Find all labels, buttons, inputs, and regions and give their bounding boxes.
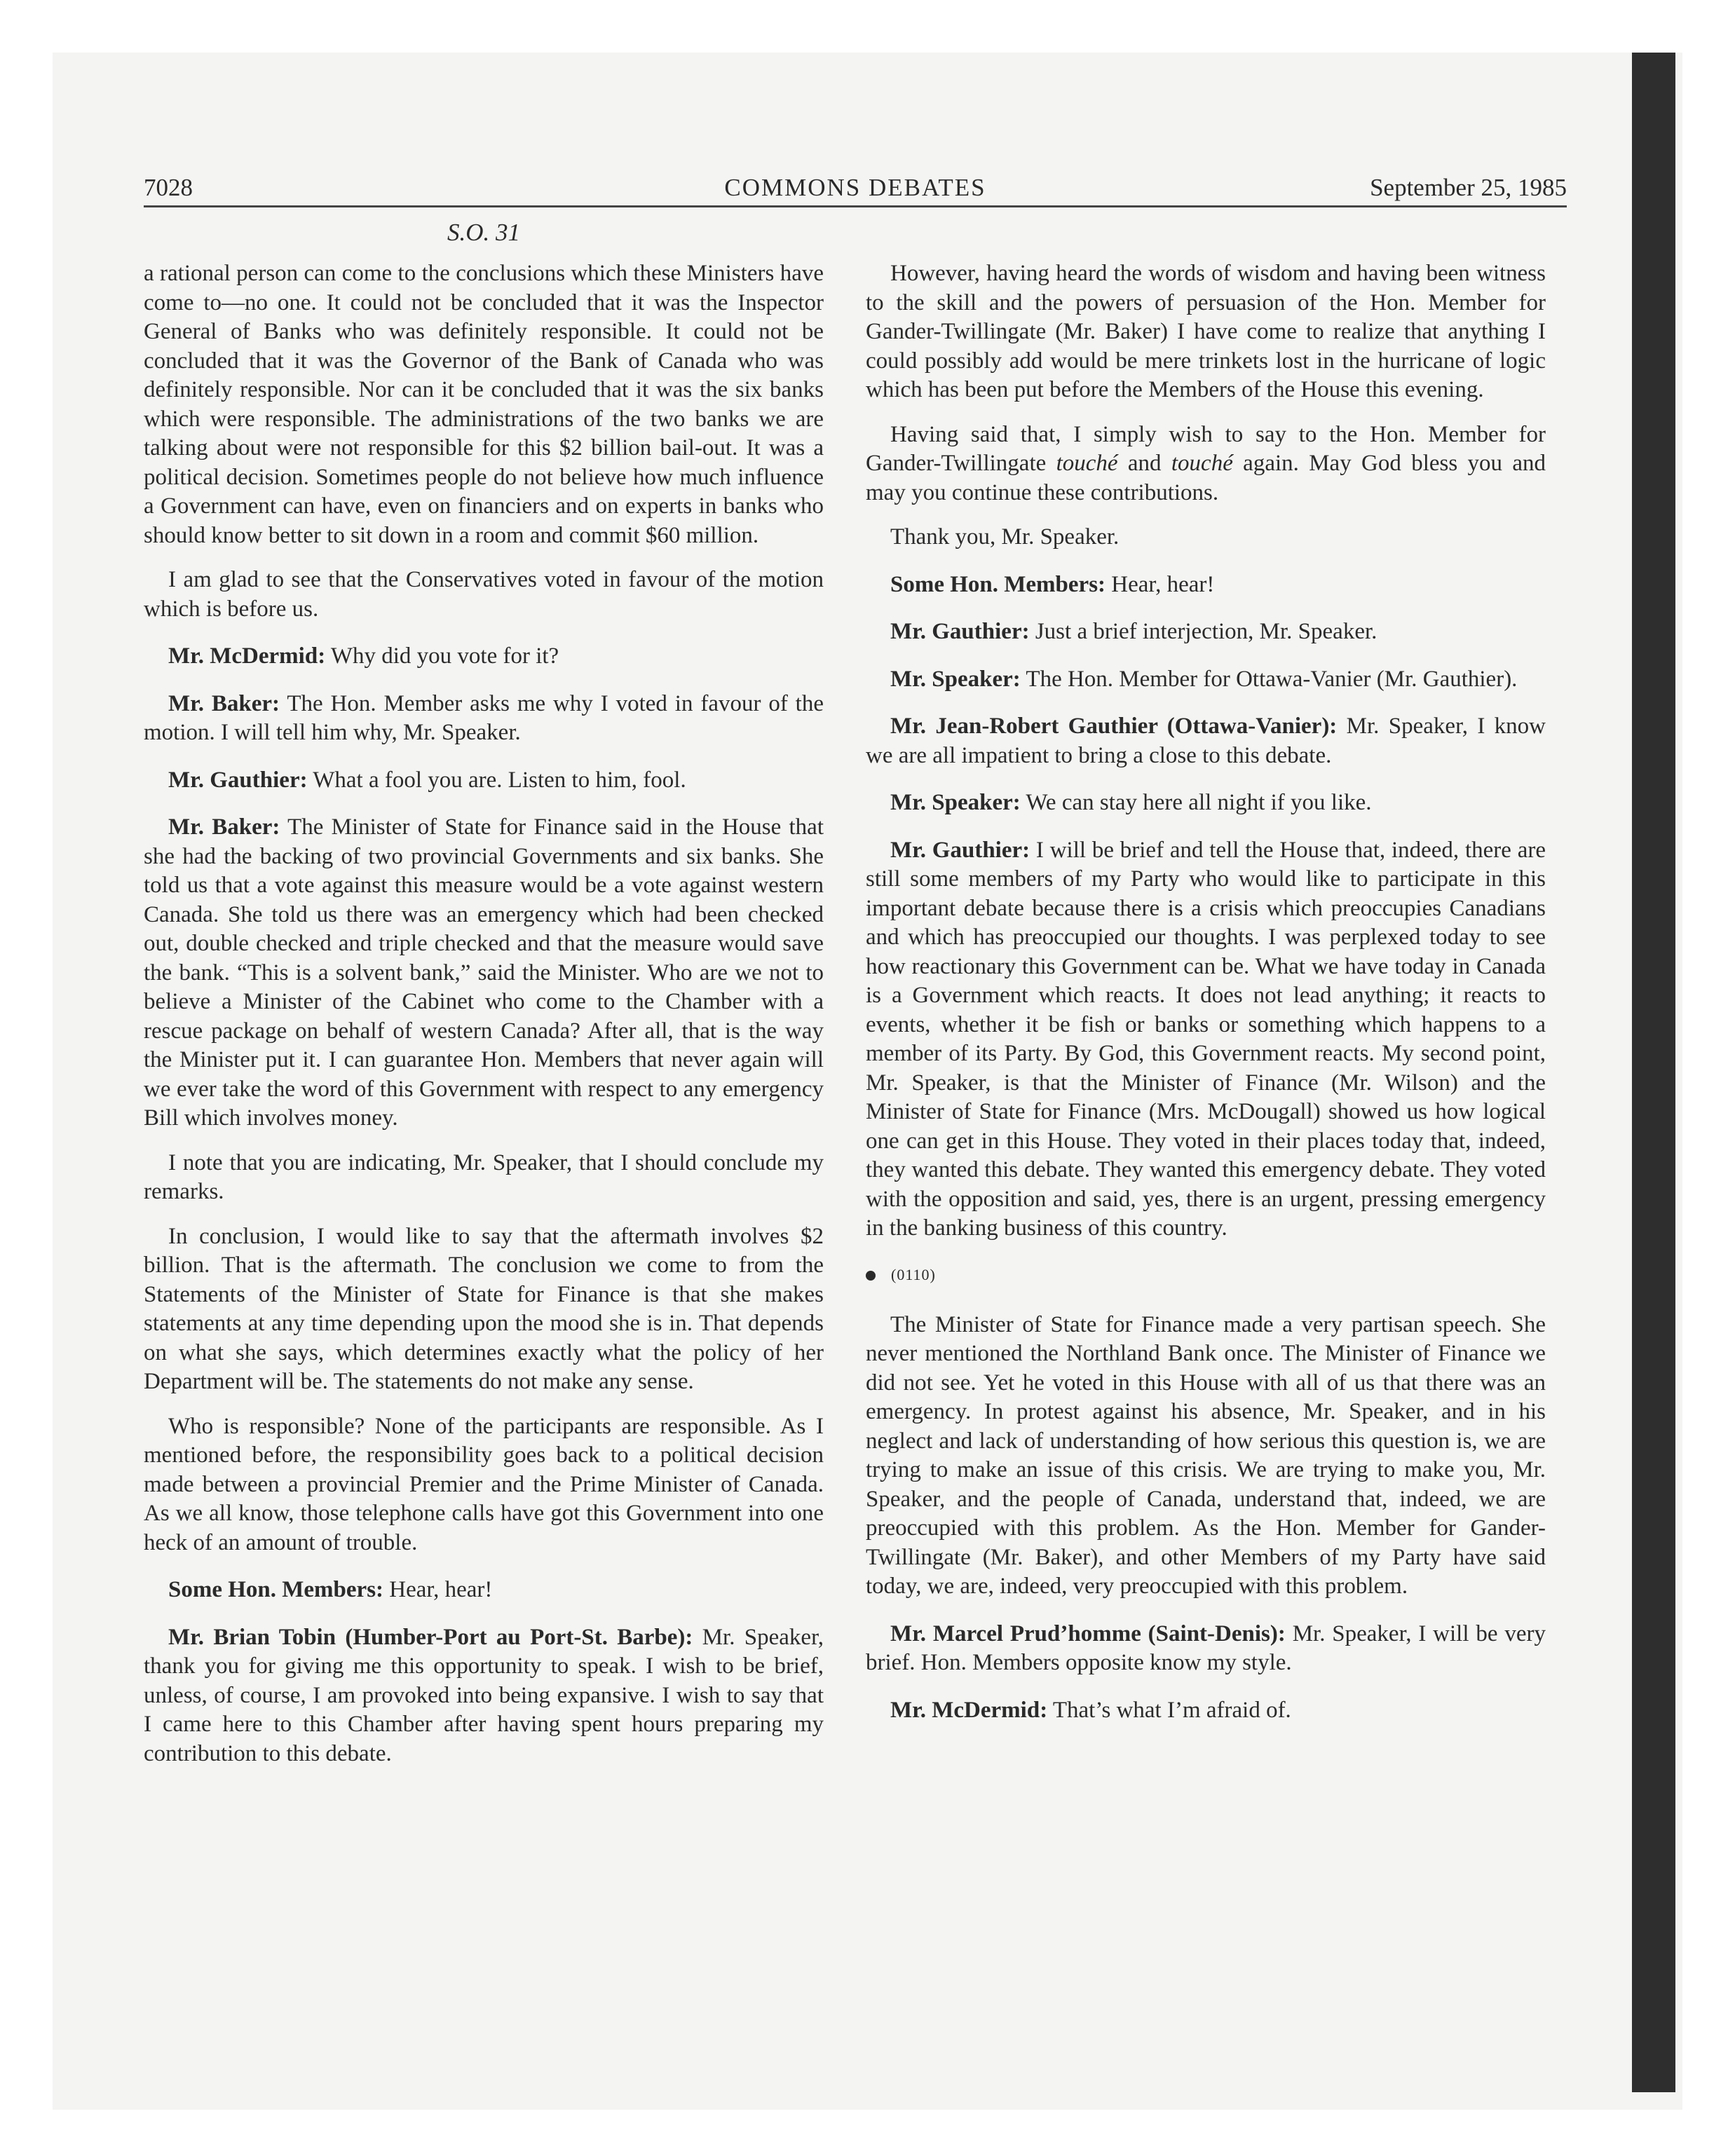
paragraph: I note that you are indicating, Mr. Speaker, that I should conclude my remarks. [144,1149,824,1204]
speaker-name: Mr. McDermid: [890,1697,1048,1723]
speaker-name: Mr. Baker: [168,690,280,716]
speaker-name: Mr. Gauthier: [168,767,308,793]
speaker-name: Mr. Baker: [168,814,280,840]
left-column [144,259,824,1784]
speaker-name: Mr. Gauthier: [890,837,1030,863]
paragraph: In conclusion, I would like to say that the aftermath involves $2 billion. That is the aftermath. The conclusion we come to from the Statements of the Minister of State for Finance is that she makes statements at any time depending upon the mood she is in. That depends on what she says, which determines exactly what the policy of her Department will be. The statements do not make any sense. [144,1223,824,1394]
speaker-name: Mr. McDermid: [168,643,326,669]
bullet-icon [866,1271,876,1281]
speaker-name: Mr. Speaker: [890,790,1021,815]
speech-paragraph: Mr. Baker: The Minister of State for Finance said in the House that she had the backing of two provincial Governments and six banks. She told us that a vote against this measure would be a vote against western Canada. She told us there was an emergency which had been checked out, double checked and triple checked and that the measure would save the bank. “This is a solvent bank,” said the Minister. Who are we not to believe a Minister of the Cabinet who come to the Chamber with a rescue package on behalf of western Canada? After all, that is the way the Minister put it. I can guarantee Hon. Members that never again will we ever take the word of this Government with respect to any emergency Bill which involves money. [144,814,824,1131]
speaker-name: Mr. Gauthier: [890,619,1030,644]
paragraph: a rational person can come to the conclusions which these Ministers have come to—no one. It could not be concluded that it was the Inspector General of Banks who was definitely responsible. It could not be concluded that it was the Governor of the Bank of Canada who was definitely responsible. Nor can it be concluded that it was the six banks which were responsible. The administrations of the two banks we are talking about were not responsible for this $2 billion bail-out. It was a political decision. Sometimes people do not believe how much influence a Government can have, even on financiers and on experts in banks who should know better to sit down in a room and commit $60 million. [144,261,824,548]
running-head [144,170,1567,207]
speech-paragraph: Mr. Baker: The Hon. Member asks me why I voted in favour of the motion. I will tell him why, Mr. Speaker. [144,690,824,745]
emphasis: touché [1171,451,1233,476]
speaker-name: Mr. Marcel Prud’homme (Saint-Denis): [890,1621,1286,1646]
speech-paragraph: Mr. Gauthier: Just a brief interjection, Mr. Speaker. [890,619,1377,644]
paragraph: I am glad to see that the Conservatives voted in favour of the motion which is before us. [144,567,824,622]
issue-date: September 25, 1985 [1370,174,1567,201]
speech-paragraph: Mr. Marcel Prud’homme (Saint-Denis): Mr. Speaker, I will be very brief. Hon. Members opposite know my style. [866,1621,1546,1675]
speech-paragraph: Mr. Gauthier: I will be brief and tell the House that, indeed, there are still some members of my Party who would like to participate in this important debate because there is a crisis which preoccupies Canadians and which has preoccupied our thoughts. I was perplexed today to see how reactionary this Government can be. What we have today in Canada is a Government which reacts. It does not lead anything; it reacts to events, whether it be fish or banks or something which happens to a member of its Party. By God, this Government reacts. My second point, Mr. Speaker, is that the Minister of Finance (Mr. Wilson) and the Minister of State for Finance (Mrs. McDougall) showed us how logical one can get in this House. They voted in their places today that, indeed, they wanted this debate. They wanted this emergency debate. They voted with the opposition and said, yes, there is an urgent, pressing emergency in the banking business of this country. [866,837,1546,1241]
speech-paragraph: Mr. McDermid: That’s what I’m afraid of. [890,1697,1291,1723]
paragraph: Having said that, I simply wish to say to the Hon. Member for Gander-Twillingate touché and touché again. May God bless you and may you continue these contributions. [866,421,1546,505]
speech-paragraph: Mr. Jean-Robert Gauthier (Ottawa-Vanier): Mr. Speaker, I know we are all impatient to bring a close to this debate. [866,714,1546,768]
speaker-name: Some Hon. Members: [168,1577,384,1602]
speech-paragraph: Mr. Speaker: The Hon. Member for Ottawa-Vanier (Mr. Gauthier). [890,666,1518,692]
speech-paragraph: Mr. Brian Tobin (Humber-Port au Port-St. Barbe): Mr. Speaker, thank you for giving me this opportunity to speak. I wish to be brief, unless, of course, I am provoked into being expansive. I wish to say that I came here to this Chamber after having spent hours preparing my contribution to this debate. [144,1624,824,1766]
standing-order-reference: S.O. 31 [447,219,521,246]
paragraph: Who is responsible? None of the participants are responsible. As I mentioned before, the responsibility goes back to a political decision made between a provincial Premier and the Prime Minister of Canada. As we all know, those telephone calls have got this Government into one heck of an amount of trouble. [144,1413,824,1555]
time-marker-label: (0110) [891,1265,936,1283]
time-marker [866,1264,1546,1285]
speech-paragraph: Mr. Gauthier: What a fool you are. Listen to him, fool. [168,767,686,793]
scan-edge-bar [1632,53,1675,2092]
paragraph: The Minister of State for Finance made a very partisan speech. She never mentioned the Northland Bank once. The Minister of Finance we did not see. Yet he voted in this House with all of us that there was an emergency. In protest against his absence, Mr. Speaker, and in his neglect and lack of understanding of how serious this question is, we are trying to make an issue of this crisis. We are trying to make you, Mr. Speaker, and the people of Canada, understand that, indeed, we are preoccupied with this problem. As the Hon. Member for Gander-Twillingate (Mr. Baker), and other Members of my Party have said today, we are, indeed, very preoccupied with this problem. [866,1311,1546,1599]
page-number: 7028 [144,174,193,201]
speaker-name: Some Hon. Members: [890,571,1106,597]
emphasis: touché [1056,451,1118,476]
speech-paragraph: Some Hon. Members: Hear, hear! [890,571,1215,597]
publication-title: COMMONS DEBATES [724,174,986,201]
speech-paragraph: Mr. McDermid: Why did you vote for it? [168,643,559,669]
right-column [866,259,1546,1740]
speech-paragraph: Mr. Speaker: We can stay here all night if you like. [890,790,1372,815]
paragraph: Thank you, Mr. Speaker. [890,524,1120,550]
speaker-name: Mr. Speaker: [890,666,1021,692]
paragraph: However, having heard the words of wisdom and having been witness to the skill and the powers of persuasion of the Hon. Member for Gander-Twillingate (Mr. Baker) I have come to realize that anything I could possibly add would be mere trinkets lost in the hurricane of logic which has been put before the Members of the House this evening. [866,261,1546,402]
speaker-name: Mr. Brian Tobin (Humber-Port au Port-St. Barbe): [168,1624,693,1650]
speaker-name: Mr. Jean-Robert Gauthier (Ottawa-Vanier): [890,714,1338,739]
speech-paragraph: Some Hon. Members: Hear, hear! [168,1577,493,1602]
